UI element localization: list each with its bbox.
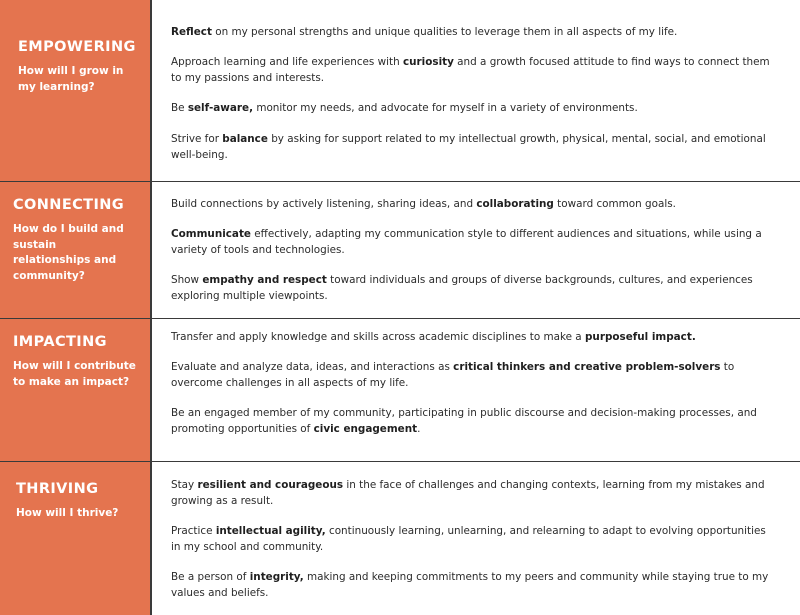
body-text: Show	[171, 274, 203, 286]
body-text: toward common goals.	[553, 198, 676, 210]
keyword-text: resilient and courageous	[197, 479, 344, 491]
list-item	[171, 227, 771, 258]
list-item	[171, 570, 771, 601]
keyword-text: balance	[222, 133, 268, 145]
body-text: to overcome challenges in all aspects of my life.	[171, 361, 735, 389]
section-label-cell	[0, 182, 152, 319]
list-item	[171, 25, 771, 41]
section-heading: EMPOWERING	[18, 39, 136, 55]
list-item	[171, 524, 771, 555]
section-heading: IMPACTING	[13, 334, 107, 350]
section-connecting	[0, 181, 800, 319]
body-text: by asking for support related to my intellectual growth, physical, mental, social, and emotional well-being.	[171, 133, 766, 161]
keyword-text: purposeful impact.	[584, 331, 696, 343]
list-item	[171, 132, 771, 163]
section-impacting	[0, 318, 800, 462]
body-text: on my personal strengths and unique qualities to leverage them in all aspects of my life.	[211, 26, 678, 38]
section-content	[152, 0, 800, 181]
body-text: Be	[171, 102, 188, 114]
keyword-text: self-aware,	[187, 102, 254, 114]
body-text: in the face of challenges and changing contexts, learning from my mistakes and growing as a result.	[171, 479, 765, 507]
list-item	[171, 197, 771, 213]
keyword-text: critical thinkers and creative problem-solvers	[453, 361, 721, 373]
body-text: Approach learning and life experiences with	[171, 56, 403, 68]
section-question: How will I contribute to make an impact?	[13, 360, 136, 388]
body-text: Strive for	[171, 133, 223, 145]
section-label-cell	[0, 462, 152, 615]
list-item	[171, 273, 771, 304]
body-text: Be an engaged member of my community, participating in public discourse and decision-making processes, and promoting opportunities of	[171, 407, 757, 435]
section-heading: CONNECTING	[13, 197, 125, 213]
section-thriving	[0, 461, 800, 615]
list-item	[171, 478, 771, 509]
body-text: and a growth focused attitude to find ways to connect them to my passions and interests.	[171, 56, 770, 84]
section-content	[152, 182, 800, 319]
body-text: continuously learning, unlearning, and relearning to adapt to evolving opportunities in my school and community.	[171, 525, 766, 553]
keyword-text: collaborating	[476, 198, 554, 210]
keyword-text: integrity,	[249, 571, 304, 583]
keyword-text: Communicate	[171, 228, 251, 240]
body-text: effectively, adapting my communication style to different audiences and situations, while using a variety of tools and technologies.	[171, 228, 762, 256]
body-text: monitor my needs, and advocate for myself in a variety of environments.	[253, 102, 638, 114]
list-item	[171, 101, 771, 117]
list-item	[171, 360, 771, 391]
list-item	[171, 406, 771, 437]
section-content	[152, 319, 800, 462]
body-text: Build connections by actively listening, sharing ideas, and	[171, 198, 477, 210]
section-question: How will I thrive?	[16, 507, 119, 519]
body-text: Practice	[171, 525, 216, 537]
section-label-cell	[0, 319, 152, 462]
list-item	[171, 330, 771, 346]
section-empowering	[0, 0, 800, 181]
section-question: How will I grow in my learning?	[18, 65, 124, 93]
body-text: Evaluate and analyze data, ideas, and interactions as	[171, 361, 454, 373]
list-item	[171, 55, 771, 86]
body-text: .	[417, 422, 421, 435]
keyword-text: civic engagement	[313, 422, 418, 435]
section-question: How do I build and sustain relationships and community?	[13, 223, 124, 282]
body-text: Stay	[171, 479, 198, 491]
section-content	[152, 462, 800, 615]
keyword-text: intellectual agility,	[215, 525, 326, 537]
keyword-text: Reflect	[171, 26, 212, 38]
body-text: Transfer and apply knowledge and skills across academic disciplines to make a	[171, 331, 585, 343]
keyword-text: curiosity	[403, 56, 454, 68]
section-heading: THRIVING	[16, 481, 99, 497]
body-text: Be a person of	[171, 571, 250, 583]
body-text: toward individuals and groups of diverse backgrounds, cultures, and experiences exploring multiple viewpoints.	[171, 274, 753, 302]
section-label-cell	[0, 0, 152, 181]
keyword-text: empathy and respect	[202, 274, 327, 286]
body-text: making and keeping commitments to my peers and community while staying true to my values and beliefs.	[171, 571, 769, 599]
